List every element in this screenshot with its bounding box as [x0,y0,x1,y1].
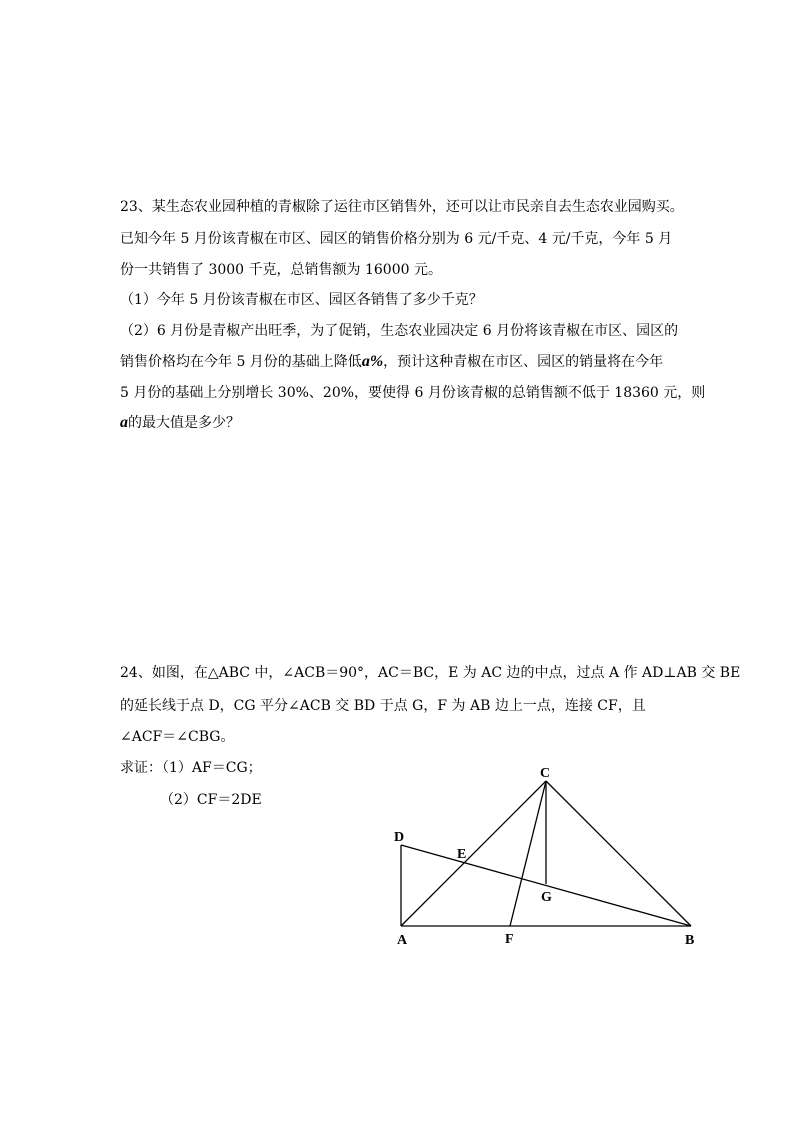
variable-a: a [120,414,128,431]
segment-ac [401,781,546,926]
q23-part-2-line-4 [120,413,240,433]
label-g: G [541,890,552,905]
label-a: A [397,933,408,948]
q23-question-end: 的最大值是多少？ [128,415,240,431]
geometry-figure [380,755,710,955]
q23-line-2: 已知今年 5 月份该青椒在市区、园区的销售价格分别为 6 元/千克、4 元/千克，今年 5 月 [120,231,673,247]
q23-line-1: 23、某生态农业园种植的青椒除了运往市区销售外，还可以让市民亲自去生态农业园购买。 [120,199,684,215]
q24-proof-2: （2）CF＝2DE [160,792,262,808]
q23-text-after-var: ，预计这种青椒在市区、园区的销量将在今年 [383,354,664,370]
q23-part-2-line-1: （2）6 月份是青椒产出旺季，为了促销，生态农业园决定 6 月份将该青椒在市区、园区的 [120,323,679,339]
q23-line-3: 份一共销售了 3000 千克，总销售额为 16000 元。 [120,262,442,278]
label-f: F [505,932,514,947]
variable-a-percent: a% [361,353,384,370]
q24-proof-1: 求证：（1）AF＝CG； [120,760,262,776]
label-b: B [685,933,695,948]
q24-line-3: ∠ACF＝∠CBG。 [120,729,235,745]
q23-part-2-line-3: 5 月份的基础上分别增长 30%、20%，要使得 6 月份该青椒的总销售额不低于 18360 元，则 [120,385,706,401]
q24-line-1: 24、如图，在△ABC 中，∠ACB＝90°，AC＝BC，E 为 AC 边的中点，过点 A 作 AD⊥AB 交 BE [120,665,741,681]
label-c: C [540,766,551,781]
label-e: E [457,847,467,862]
segment-bc [546,781,691,926]
q23-text-before-var: 销售价格均在今年 5 月份的基础上降低 [120,354,362,370]
q23-part-2-line-2 [120,352,663,372]
q24-line-2: 的延长线于点 D，CG 平分∠ACB 交 BD 于点 G，F 为 AB 边上一点，连接 CF，且 [120,698,646,714]
label-d: D [394,830,405,845]
q23-part-1: （1）今年 5 月份该青椒在市区、园区各销售了多少千克？ [120,292,483,308]
